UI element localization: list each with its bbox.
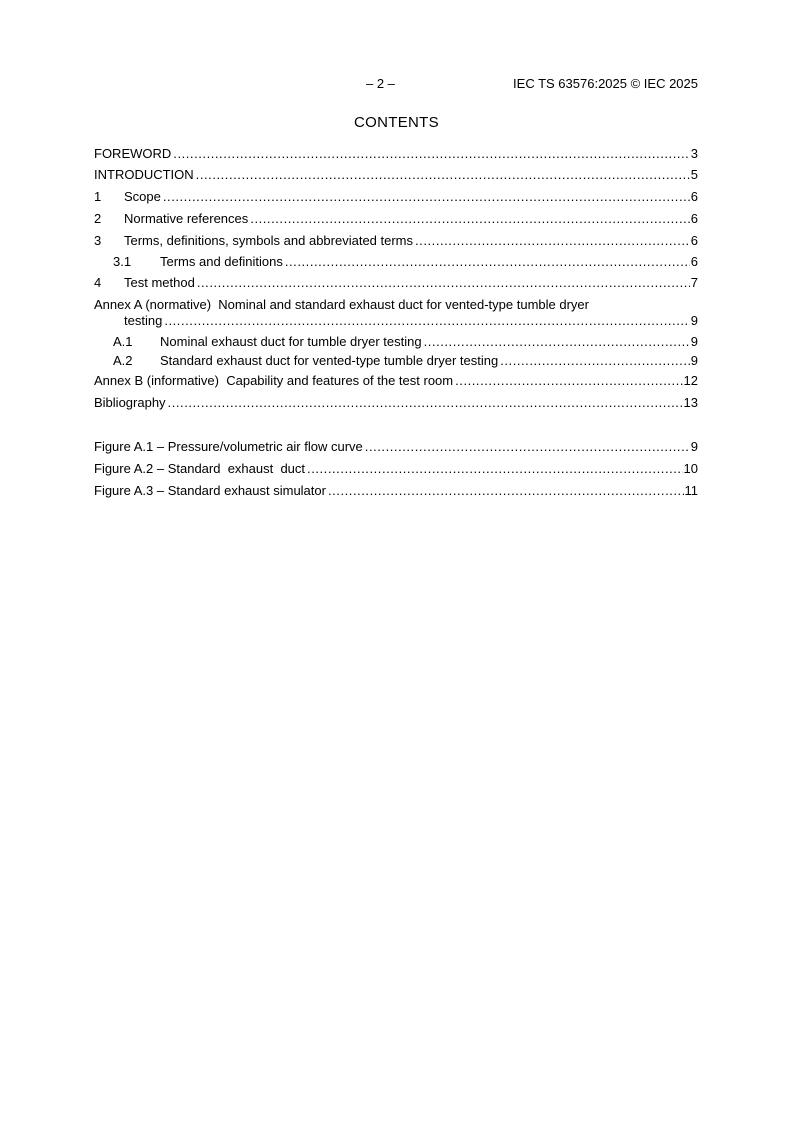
toc-label: Terms, definitions, symbols and abbreviated terms <box>124 233 414 248</box>
figure-entry-a2[interactable] <box>94 461 698 477</box>
toc-page: 9 <box>690 353 698 368</box>
contents-title: CONTENTS <box>354 114 439 131</box>
toc-entry-introduction[interactable] <box>94 167 698 183</box>
figure-label: Figure A.3 – Standard exhaust simulator <box>94 483 326 498</box>
toc-entry-normative-references[interactable] <box>94 211 698 227</box>
toc-leader <box>196 167 690 183</box>
toc-entry-a2[interactable] <box>113 353 698 369</box>
toc-page: 6 <box>690 211 698 226</box>
toc-page: 6 <box>690 254 698 269</box>
toc-page: 3 <box>690 146 698 161</box>
figure-page: 9 <box>690 439 698 454</box>
toc-entry-terms[interactable] <box>94 233 698 249</box>
toc-label-continuation <box>124 313 698 329</box>
toc-leader <box>173 146 689 162</box>
toc-entry-annex-b[interactable] <box>94 373 698 389</box>
toc-leader <box>455 373 682 389</box>
toc-leader <box>424 334 690 350</box>
toc-leader <box>500 353 690 369</box>
toc-label: Scope <box>124 189 161 204</box>
toc-number: 3 <box>94 233 102 248</box>
page-number: – 2 – <box>366 76 395 91</box>
toc-leader <box>163 189 690 205</box>
toc-leader <box>164 313 689 329</box>
toc-entry-foreword[interactable] <box>94 146 698 162</box>
toc-label: Annex A (normative) Nominal and standard exhaust duct for vented-type tumble dryer <box>94 297 589 312</box>
toc-leader <box>197 275 690 291</box>
toc-number: 3.1 <box>113 254 132 269</box>
toc-label: Normative references <box>124 211 249 226</box>
toc-entry-a1[interactable] <box>113 334 698 350</box>
toc-number: A.1 <box>113 334 133 349</box>
toc-leader <box>415 233 690 249</box>
toc-label: Bibliography <box>94 395 166 410</box>
toc-page: 13 <box>683 395 698 410</box>
toc-page: 7 <box>690 275 698 290</box>
toc-label: testing <box>124 313 163 328</box>
toc-leader <box>285 254 690 270</box>
page-header <box>94 76 698 92</box>
toc-leader <box>250 211 689 227</box>
toc-page: 6 <box>690 189 698 204</box>
toc-number: 1 <box>94 189 102 204</box>
figure-entry-a3[interactable] <box>94 483 698 499</box>
toc-entry-scope[interactable] <box>94 189 698 205</box>
toc-label: Standard exhaust duct for vented-type tumble dryer testing <box>160 353 499 368</box>
toc-leader <box>328 483 684 499</box>
toc-leader <box>307 461 683 477</box>
toc-page: 6 <box>690 233 698 248</box>
figure-label: Figure A.2 – Standard exhaust duct <box>94 461 306 476</box>
figure-page: 11 <box>684 483 698 498</box>
toc-entry-terms-and-definitions[interactable] <box>113 254 698 270</box>
toc-page: 5 <box>690 167 698 182</box>
toc-page: 9 <box>690 313 698 328</box>
figure-label: Figure A.1 – Pressure/volumetric air flow curve <box>94 439 363 454</box>
toc-page: 12 <box>683 373 698 388</box>
toc-entry-test-method[interactable] <box>94 275 698 291</box>
toc-number: 2 <box>94 211 102 226</box>
toc-leader <box>365 439 690 455</box>
toc-label: Terms and definitions <box>160 254 283 269</box>
toc-label: Nominal exhaust duct for tumble dryer testing <box>160 334 422 349</box>
toc-entry-annex-a[interactable] <box>94 297 698 329</box>
document-id: IEC TS 63576:2025 © IEC 2025 <box>513 76 698 91</box>
toc-number: 4 <box>94 275 102 290</box>
toc-number: A.2 <box>113 353 133 368</box>
toc-label: INTRODUCTION <box>94 167 194 182</box>
toc-page: 9 <box>690 334 698 349</box>
figure-entry-a1[interactable] <box>94 439 698 455</box>
toc-label: Annex B (informative) Capability and features of the test room <box>94 373 454 388</box>
toc-label: Test method <box>124 275 195 290</box>
toc-entry-bibliography[interactable] <box>94 395 698 411</box>
toc-leader <box>168 395 683 411</box>
figure-page: 10 <box>683 461 698 476</box>
toc-label: FOREWORD <box>94 146 172 161</box>
